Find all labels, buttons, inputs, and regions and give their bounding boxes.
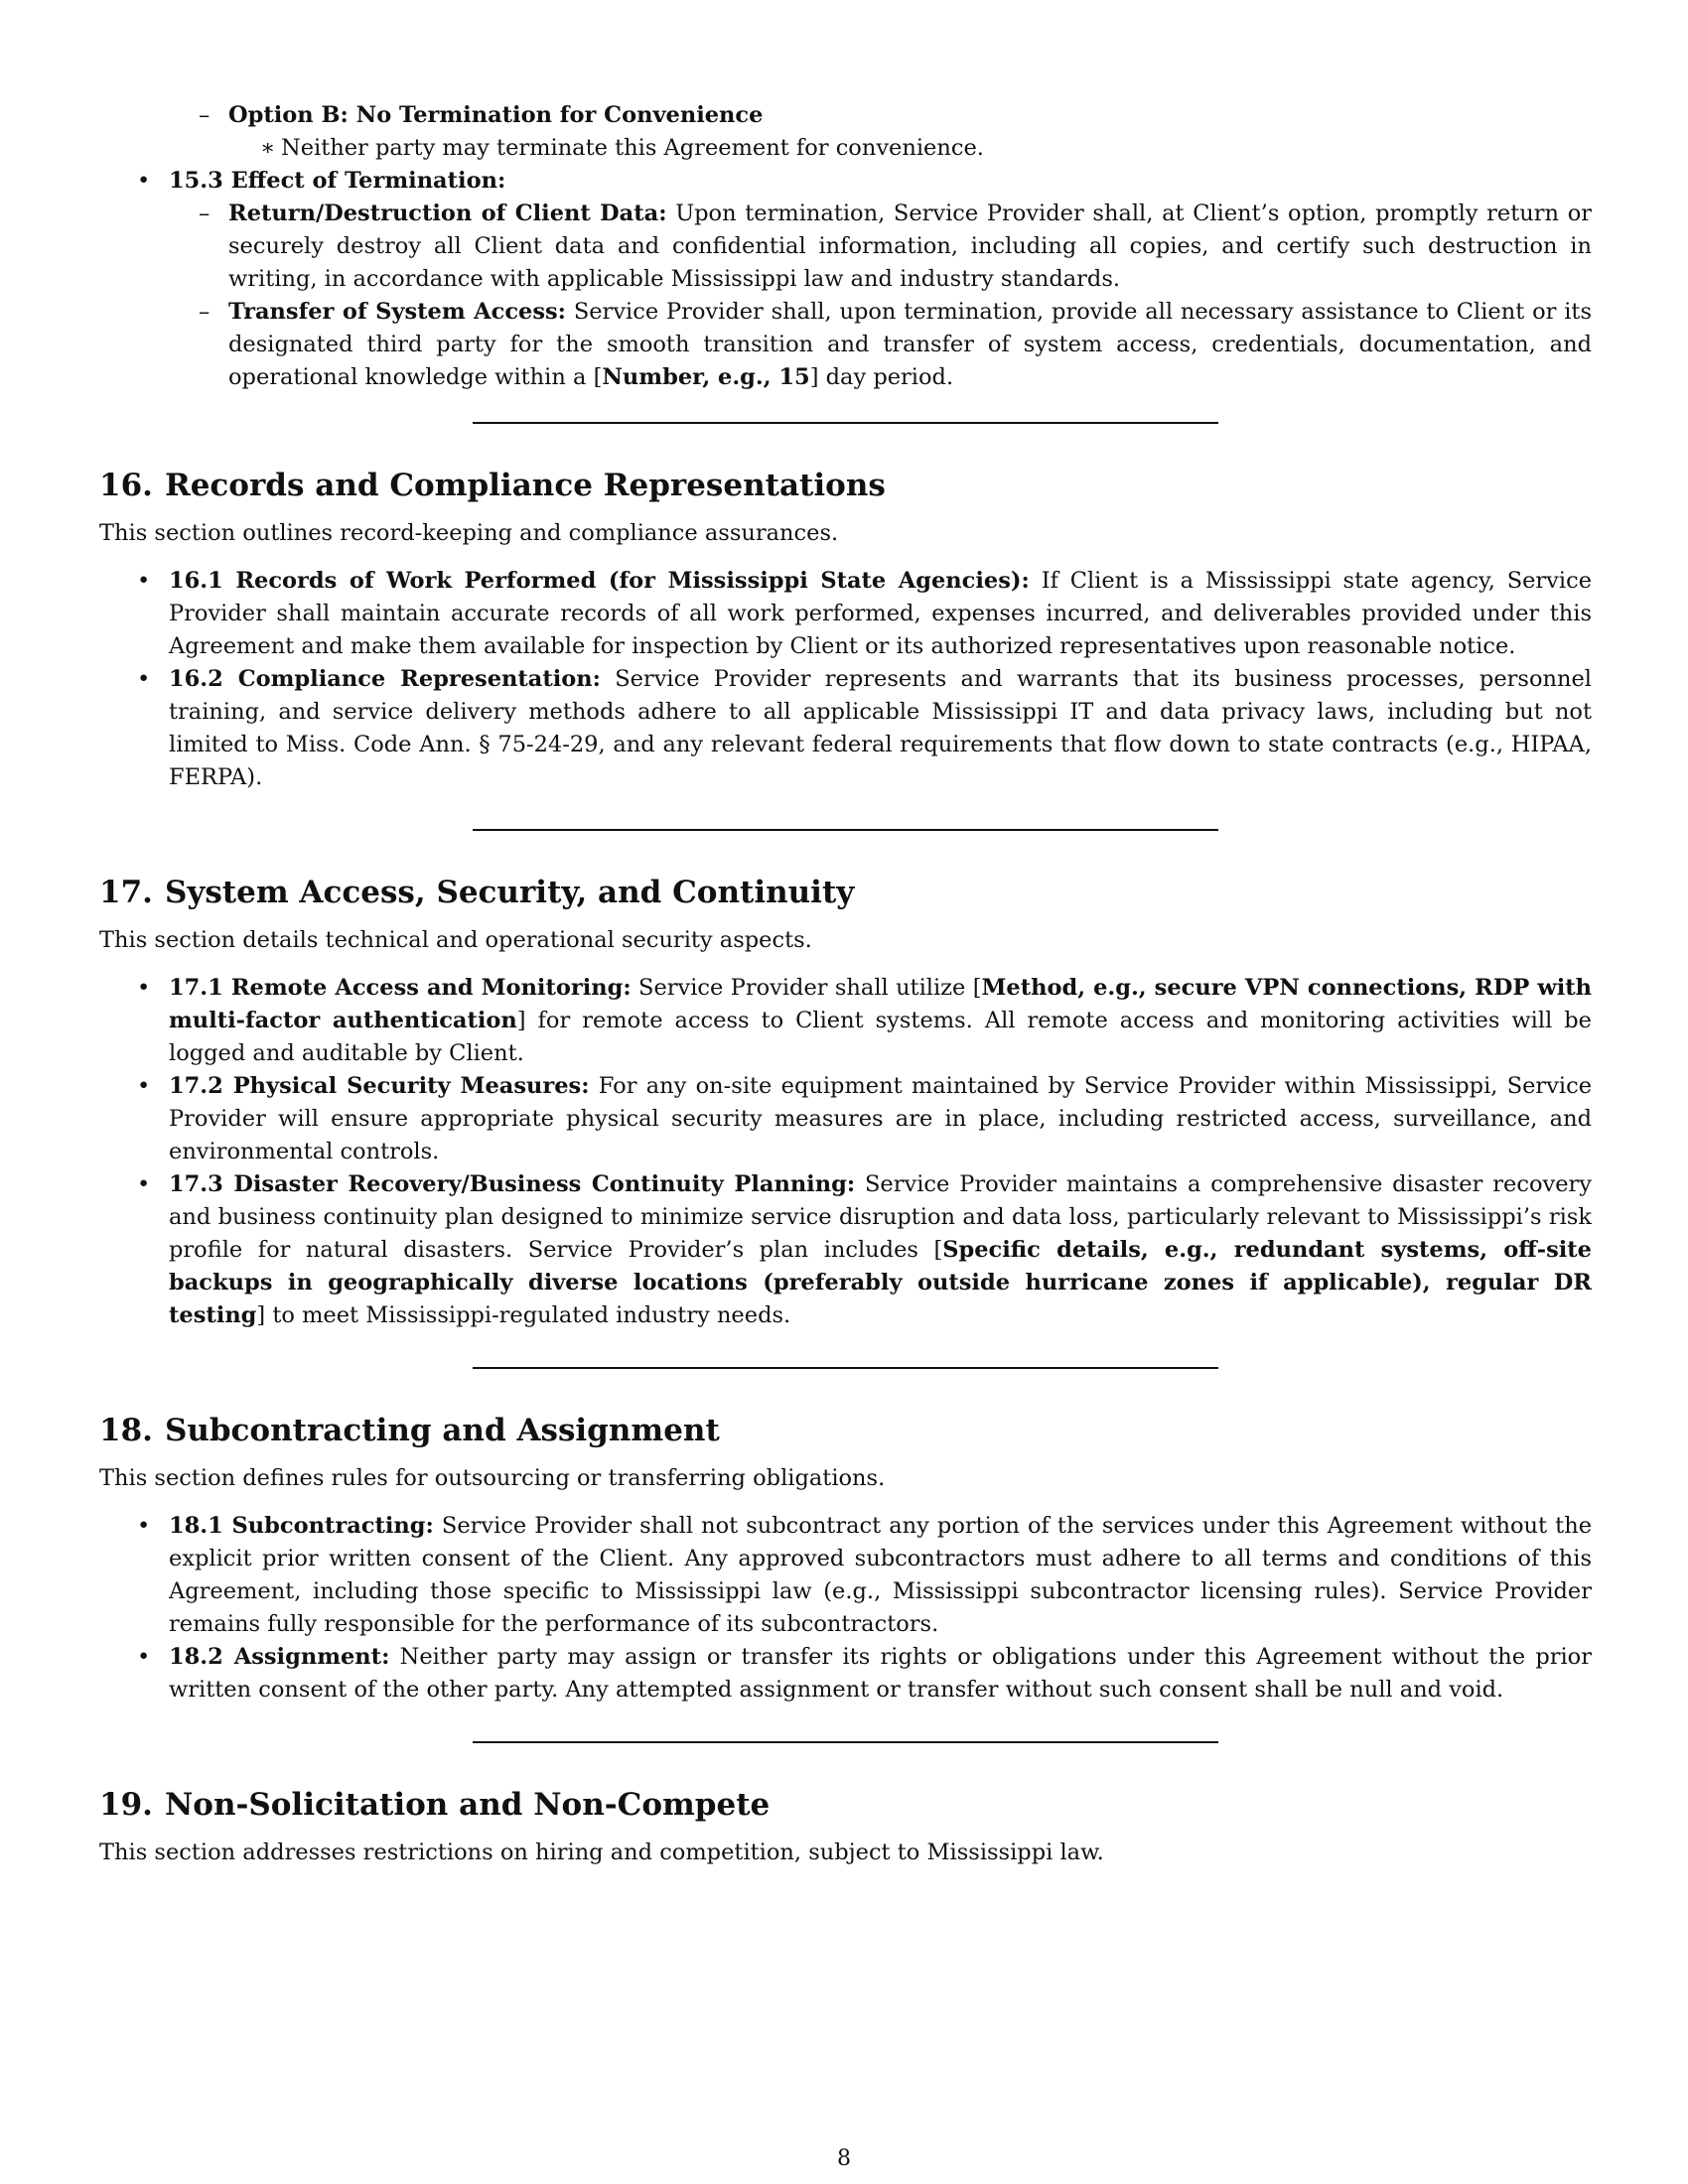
s17-1-text-a: Service Provider shall utilize [ [638, 975, 982, 1001]
s17-3-placeholder: Specific details, e.g., redundant systems, off-site backups in geographically diverse locations (preferably outside hurricane zones if applicable), regular DR testing [169, 1237, 1592, 1328]
s17-3-text-a: Service Provider maintains a comprehensive disaster recovery and business continuity plan designed to minimize service disruption and data loss, particularly relevant to Mississippi’s risk profile for natural disasters. Service Provider’s plan includes [ [169, 1171, 1592, 1263]
bullet-dot: • [137, 1513, 151, 1539]
document-page [99, 99, 1592, 1869]
bullet-dot: • [137, 1644, 151, 1670]
transfer-placeholder: Number, e.g., 15 [602, 364, 810, 390]
bullet-dot: • [137, 1073, 151, 1099]
section-divider [473, 1741, 1218, 1743]
page-number: 8 [837, 2146, 851, 2171]
bullet-dot: • [137, 666, 151, 692]
asterisk-bullet: ∗ [260, 135, 276, 161]
section-18-list [99, 1510, 1592, 1706]
section-divider [473, 422, 1218, 424]
s17-1-placeholder: Method, e.g., secure VPN connections, RDP with multi-factor authentication [169, 975, 1592, 1033]
section-18-intro: This section defines rules for outsourcing or transferring obligations. [99, 1465, 886, 1491]
section-16-intro: This section outlines record-keeping and compliance assurances. [99, 520, 839, 546]
transfer-text-a: Service Provider shall, upon termination, provide all necessary assistance to Client or its designated third party for the smooth transition and transfer of system access, credentials, documentation, and operational knowledge within a [ [228, 299, 1592, 390]
s18-2-title: 18.2 Assignment: [169, 1644, 390, 1670]
section-18-title: Subcontracting and Assignment [164, 1413, 720, 1448]
s18-2-text: Neither party may assign or transfer its rights or obligations under this Agreement without the prior written consent of the other party. Any attempted assignment or transfer without such consent shall be null and void. [169, 1644, 1592, 1703]
s16-1-title: 16.1 Records of Work Performed (for Mississippi State Agencies): [169, 568, 1030, 594]
return-text: Upon termination, Service Provider shall, at Client’s option, promptly return or securely destroy all Client data and confidential information, including all copies, and certify such destruction in writing, in accordance with applicable Mississippi law and industry standards. [228, 201, 1592, 292]
bullet-dot: • [137, 975, 151, 1001]
s17-2-text: For any on-site equipment maintained by Service Provider within Mississippi, Service Provider will ensure appropriate physical security measures are in place, including restricted access, surveillance, and environmental controls. [169, 1073, 1593, 1164]
s18-1-text: Service Provider shall not subcontract any portion of the services under this Agreement without the explicit prior written consent of the Client. Any approved subcontractors must adhere to all terms and conditions of this Agreement, including those specific to Mississippi law (e.g., Mississippi subcontractor licensing rules). Service Provider remains fully responsible for the performance of its subcontractors. [169, 1513, 1593, 1637]
s18-1-title: 18.1 Subcontracting: [169, 1513, 434, 1539]
transfer-title: Transfer of System Access: [228, 299, 566, 325]
section-18-heading [99, 1411, 1592, 1450]
section-19-title: Non-Solicitation and Non-Compete [164, 1787, 771, 1823]
s16-2-title: 16.2 Compliance Representation: [169, 666, 601, 692]
section-16-list [99, 565, 1592, 794]
option-b-item [99, 99, 1592, 132]
bullet-dot: • [137, 1171, 151, 1197]
s17-2-title: 17.2 Physical Security Measures: [169, 1073, 590, 1099]
bullet-dot: • [137, 568, 151, 594]
bullet-dot: • [137, 168, 151, 194]
return-destruction-item [99, 198, 1592, 296]
list-item-17-2 [99, 1070, 1592, 1168]
transfer-access-item [99, 296, 1592, 394]
option-b-text: Neither party may terminate this Agreement for convenience. [281, 135, 984, 161]
s17-1-text-b: ] for remote access to Client systems. All remote access and monitoring activities will be logged and auditable by Client. [169, 1008, 1592, 1066]
section-17-title: System Access, Security, and Continuity [164, 875, 855, 910]
section-divider [473, 829, 1218, 831]
section-17-heading [99, 873, 1592, 912]
section-17-number: 17. [99, 875, 153, 910]
s17-3-text-b: ] to meet Mississippi-regulated industry needs. [256, 1302, 791, 1328]
option-b-title: Option B: No Termination for Convenience [228, 102, 764, 128]
section-16-title: Records and Compliance Representations [164, 468, 886, 503]
dash-bullet: – [199, 102, 211, 128]
return-title: Return/Destruction of Client Data: [228, 201, 667, 226]
section-19-intro: This section addresses restrictions on hiring and competition, subject to Mississippi law. [99, 1840, 1104, 1865]
list-item-15-3 [99, 165, 1592, 198]
s16-1-text: If Client is a Mississippi state agency, Service Provider shall maintain accurate records of all work performed, expenses incurred, and deliverables provided under this Agreement and make them available for inspection by Client or its authorized representatives upon reasonable notice. [169, 568, 1593, 659]
section-19-number: 19. [99, 1787, 153, 1823]
list-item-17-1 [99, 972, 1592, 1070]
list-item-18-2 [99, 1641, 1592, 1706]
list-item-16-2 [99, 663, 1592, 794]
dash-bullet: – [199, 201, 211, 226]
dash-bullet: – [199, 299, 211, 325]
transfer-text-b: ] day period. [809, 364, 954, 390]
s15-3-title: 15.3 Effect of Termination: [169, 168, 506, 194]
list-item-17-3 [99, 1168, 1592, 1332]
option-b-subitem [99, 132, 1592, 165]
section-16-number: 16. [99, 468, 153, 503]
section-17-list [99, 972, 1592, 1332]
s17-3-title: 17.3 Disaster Recovery/Business Continuity Planning: [169, 1171, 856, 1197]
s17-1-title: 17.1 Remote Access and Monitoring: [169, 975, 632, 1001]
s16-2-text: Service Provider represents and warrants that its business processes, personnel training, and service delivery methods adhere to all applicable Mississippi IT and data privacy laws, including but not limited to Miss. Code Ann. § 75-24-29, and any relevant federal requirements that flow down to state contracts (e.g., HIPAA, FERPA). [169, 666, 1592, 790]
section-18-number: 18. [99, 1413, 153, 1448]
list-item-18-1 [99, 1510, 1592, 1641]
section-16-heading [99, 466, 1592, 505]
section-19-heading [99, 1785, 1592, 1825]
section-17-intro: This section details technical and operational security aspects. [99, 927, 812, 953]
section-divider [473, 1367, 1218, 1369]
list-item-16-1 [99, 565, 1592, 663]
